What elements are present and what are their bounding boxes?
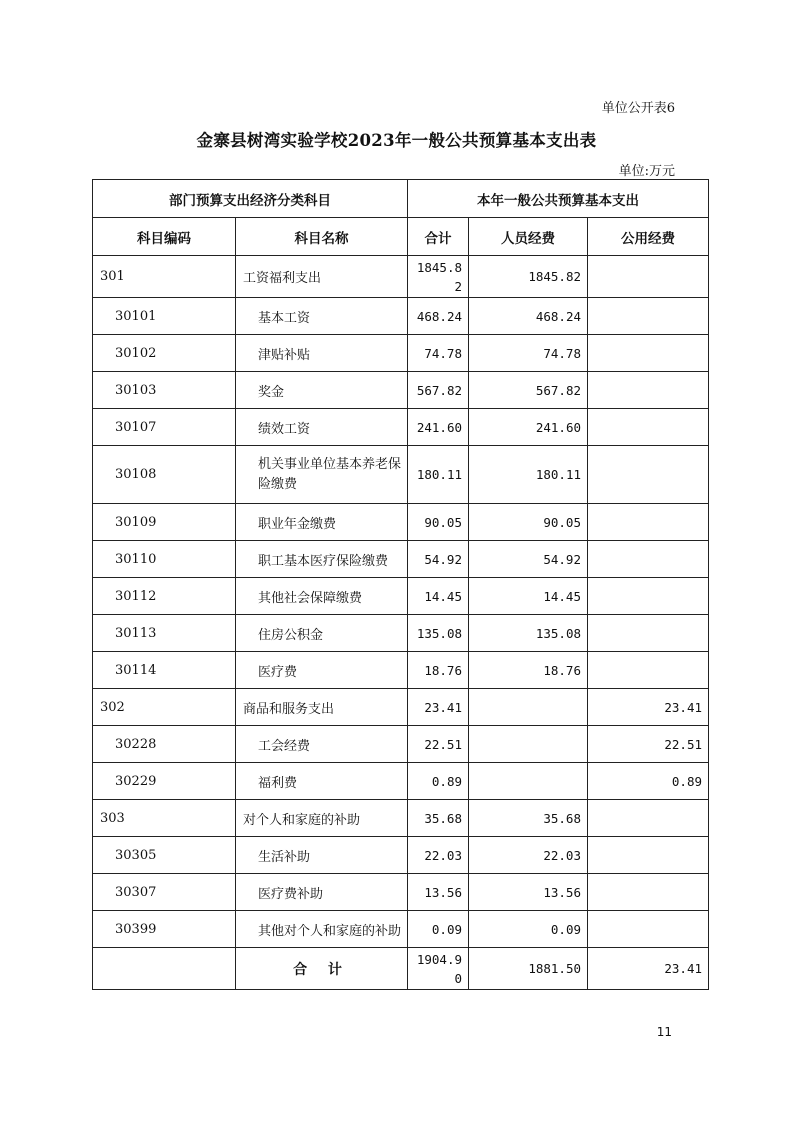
row-public [588, 911, 709, 948]
row-code: 30110 [93, 541, 236, 578]
table-row [93, 256, 709, 298]
row-total: 23.41 [408, 689, 469, 726]
row-public [588, 874, 709, 911]
total-row [93, 948, 709, 990]
row-code: 303 [93, 800, 236, 837]
row-personnel: 0.09 [469, 911, 588, 948]
row-total: 13.56 [408, 874, 469, 911]
row-total: 90.05 [408, 504, 469, 541]
header-personnel: 人员经费 [469, 218, 588, 256]
row-code: 30305 [93, 837, 236, 874]
row-name: 其他社会保障缴费 [236, 578, 408, 615]
row-personnel: 74.78 [469, 335, 588, 372]
row-public [588, 446, 709, 504]
row-total: 0.09 [408, 911, 469, 948]
table-row [93, 763, 709, 800]
page-number: 11 [656, 1025, 672, 1039]
header-group-right: 本年一般公共预算基本支出 [408, 180, 709, 218]
row-name: 绩效工资 [236, 409, 408, 446]
row-public [588, 800, 709, 837]
row-total: 180.11 [408, 446, 469, 504]
table-row [93, 541, 709, 578]
unit-label: 单位:万元 [618, 164, 675, 179]
row-code: 30109 [93, 504, 236, 541]
row-personnel: 13.56 [469, 874, 588, 911]
table-row [93, 446, 709, 504]
row-public [588, 652, 709, 689]
total-total: 1904.90 [408, 948, 469, 990]
row-total: 22.51 [408, 726, 469, 763]
row-public [588, 615, 709, 652]
row-total: 567.82 [408, 372, 469, 409]
total-personnel: 1881.50 [469, 948, 588, 990]
row-personnel: 468.24 [469, 298, 588, 335]
row-total: 241.60 [408, 409, 469, 446]
row-code: 30399 [93, 911, 236, 948]
row-total: 18.76 [408, 652, 469, 689]
row-public [588, 504, 709, 541]
row-name: 其他对个人和家庭的补助 [236, 911, 408, 948]
row-code: 30113 [93, 615, 236, 652]
table-row [93, 615, 709, 652]
row-personnel: 180.11 [469, 446, 588, 504]
row-total: 1845.82 [408, 256, 469, 298]
row-total: 35.68 [408, 800, 469, 837]
row-personnel: 135.08 [469, 615, 588, 652]
row-code: 30228 [93, 726, 236, 763]
row-public [588, 298, 709, 335]
row-total: 22.03 [408, 837, 469, 874]
row-personnel [469, 726, 588, 763]
header-public: 公用经费 [588, 218, 709, 256]
row-code: 30102 [93, 335, 236, 372]
row-public: 22.51 [588, 726, 709, 763]
row-public: 23.41 [588, 689, 709, 726]
table-row [93, 409, 709, 446]
row-name: 津贴补贴 [236, 335, 408, 372]
row-name: 基本工资 [236, 298, 408, 335]
row-name: 机关事业单位基本养老保险缴费 [236, 446, 408, 504]
row-personnel: 18.76 [469, 652, 588, 689]
header-total: 合计 [408, 218, 469, 256]
row-personnel [469, 763, 588, 800]
row-code: 30112 [93, 578, 236, 615]
table-row [93, 689, 709, 726]
row-name: 商品和服务支出 [236, 689, 408, 726]
row-code: 30229 [93, 763, 236, 800]
row-public [588, 578, 709, 615]
row-code: 302 [93, 689, 236, 726]
row-public [588, 541, 709, 578]
table-row [93, 652, 709, 689]
row-personnel: 1845.82 [469, 256, 588, 298]
table-row [93, 372, 709, 409]
budget-table [92, 179, 709, 990]
row-personnel: 241.60 [469, 409, 588, 446]
row-name: 职业年金缴费 [236, 504, 408, 541]
row-public [588, 256, 709, 298]
row-public [588, 335, 709, 372]
row-code: 30108 [93, 446, 236, 504]
header-group-left: 部门预算支出经济分类科目 [93, 180, 408, 218]
page-title: 金寨县树湾实验学校2023年一般公共预算基本支出表 [196, 131, 597, 150]
row-personnel [469, 689, 588, 726]
table-row [93, 504, 709, 541]
table-row [93, 837, 709, 874]
table-row [93, 578, 709, 615]
table-row [93, 726, 709, 763]
row-public: 0.89 [588, 763, 709, 800]
row-code: 30103 [93, 372, 236, 409]
row-personnel: 35.68 [469, 800, 588, 837]
table-row [93, 335, 709, 372]
table-row [93, 911, 709, 948]
row-name: 住房公积金 [236, 615, 408, 652]
table-row [93, 874, 709, 911]
total-public: 23.41 [588, 948, 709, 990]
row-total: 74.78 [408, 335, 469, 372]
row-public [588, 372, 709, 409]
row-code: 30114 [93, 652, 236, 689]
form-label: 单位公开表6 [601, 101, 675, 116]
row-personnel: 22.03 [469, 837, 588, 874]
row-personnel: 14.45 [469, 578, 588, 615]
row-personnel: 54.92 [469, 541, 588, 578]
row-personnel: 90.05 [469, 504, 588, 541]
row-code: 30307 [93, 874, 236, 911]
total-label: 合 计 [236, 948, 408, 990]
row-name: 生活补助 [236, 837, 408, 874]
row-public [588, 837, 709, 874]
header-code: 科目编码 [93, 218, 236, 256]
row-total: 135.08 [408, 615, 469, 652]
total-code-cell [93, 948, 236, 990]
row-total: 54.92 [408, 541, 469, 578]
row-public [588, 409, 709, 446]
row-code: 301 [93, 256, 236, 298]
table-body [93, 256, 709, 948]
row-name: 奖金 [236, 372, 408, 409]
row-name: 工会经费 [236, 726, 408, 763]
row-total: 14.45 [408, 578, 469, 615]
row-code: 30107 [93, 409, 236, 446]
row-total: 468.24 [408, 298, 469, 335]
row-name: 福利费 [236, 763, 408, 800]
row-total: 0.89 [408, 763, 469, 800]
row-name: 医疗费补助 [236, 874, 408, 911]
header-name: 科目名称 [236, 218, 408, 256]
row-name: 医疗费 [236, 652, 408, 689]
row-code: 30101 [93, 298, 236, 335]
row-personnel: 567.82 [469, 372, 588, 409]
row-name: 对个人和家庭的补助 [236, 800, 408, 837]
table-row [93, 298, 709, 335]
row-name: 工资福利支出 [236, 256, 408, 298]
row-name: 职工基本医疗保险缴费 [236, 541, 408, 578]
table-row [93, 800, 709, 837]
